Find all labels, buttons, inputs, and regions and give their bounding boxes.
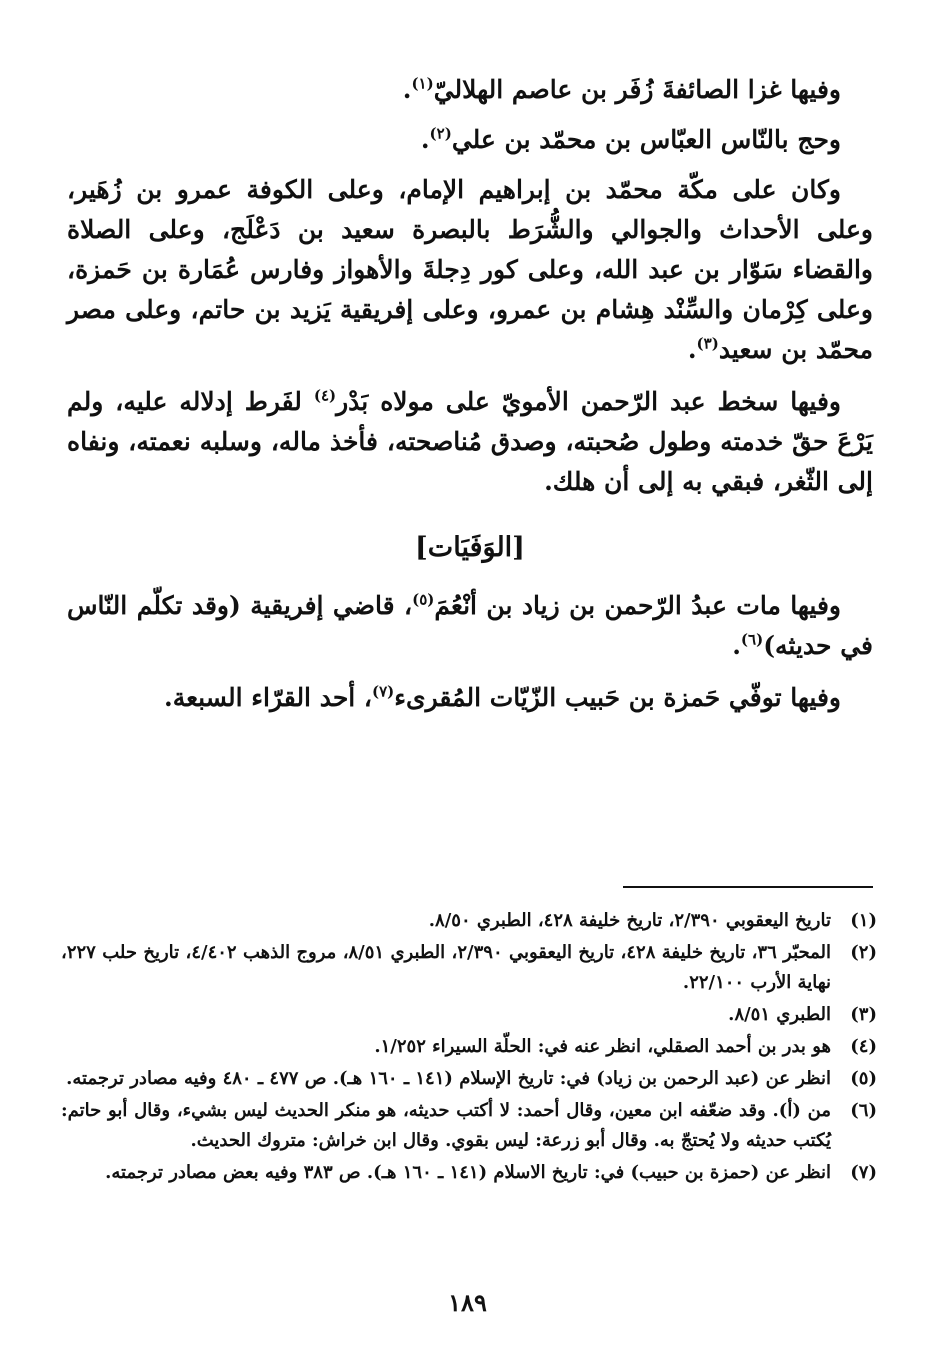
- page-number: ١٨٩: [448, 1288, 487, 1317]
- footnote-ref: (٧): [372, 682, 395, 701]
- footnote-text: هو بدر بن أحمد الصقلي، انظر عنه في: الحلّة السيراء ١/٢٥٢.: [374, 1036, 831, 1057]
- paragraph-text: وحج بالنّاس العبّاس بن محمّد بن علي: [451, 125, 841, 154]
- footnote-ref: (٢): [429, 124, 452, 143]
- paragraph-text: وفيها توفّي حَمزة بن حَبيب الزّيّات المُقرىء: [394, 683, 841, 712]
- footnote-ref: (٥): [412, 590, 435, 609]
- footnote-number: (٤): [850, 1036, 877, 1057]
- paragraph-text: ، قاضي إفريقية (وقد تكلّم النّاس في حديثه): [67, 591, 873, 660]
- footnote-number: (٦): [850, 1100, 877, 1121]
- footnote-ref: (٣): [696, 334, 719, 353]
- footnote-item: [61, 1032, 877, 1062]
- paragraph-zufar: وفيها غزا الصائفةَ زُفَر بن عاصم الهلاليّ$^{(١)}$.: [402, 74, 841, 104]
- footnote-item: [61, 1096, 877, 1156]
- footnote-number: (١): [850, 910, 877, 931]
- paragraph-hajj: وحج بالنّاس العبّاس بن محمّد بن علي$^{(٢)}$.: [420, 124, 841, 154]
- footnote-number: (٧): [850, 1162, 877, 1183]
- footnote-text: انظر عن (عبد الرحمن بن زياد) في: تاريخ الإسلام (١٤١ ـ ١٦٠ هـ). ص ٤٧٧ ـ ٤٨٠ وفيه مصادر ترجمته.: [66, 1068, 831, 1089]
- footnote-divider: [623, 886, 873, 888]
- paragraph-text: وفيها غزا الصائفةَ زُفَر بن عاصم الهلاليّ: [433, 75, 841, 104]
- paragraph-governors: وكان على مكّة محمّد بن إبراهيم الإمام، وعلى الكوفة عمرو بن زُهَير، وعلى الأحداث والجوالي والشُّرَط بالبصرة سعيد بن دَعْلَج، وعلى الصلاة والقضاء سَوّار بن عبد الله، وعلى كور دِجلةَ والأهواز وفارس عُمَارة بن حَمزة، وعلى كِرْمان والسِّنْد هِشام بن عمرو، وعلى إفريقية يَزيد بن حاتم، وعلى مصر محمّد بن سعيد$^{(٣)}$.: [67, 175, 873, 364]
- footnote-item: [61, 938, 877, 998]
- footnote-ref: (١): [411, 74, 434, 93]
- footnote-text: من (أ). وقد ضعّفه ابن معين، وقال أحمد: لا أكتب حديثه، هو منكر الحديث ليس بشيء، وقال أبو حاتم: يُكتب حديثه ولا يُحتجّ به. وقال أبو زرعة: ليس بقوي. وقال ابن خراش: متروك الحديث.: [61, 1100, 831, 1151]
- paragraph-text: وفيها سخط عبد الرّحمن الأمويّ على مولاه بَدْر: [336, 387, 841, 416]
- footnote-text: المحبّر ٣٦، تاريخ خليفة ٤٢٨، تاريخ اليعقوبي ٢/٣٩٠، الطبري ٨/٥١، مروج الذهب ٤/٤٠٢، تاريخ حلب ٢٢٧، نهاية الأرب ٢٢/١٠٠.: [61, 942, 832, 993]
- paragraph-text: ، أحد القرّاء السبعة.: [164, 683, 372, 712]
- paragraph-text: لفَرط إدلاله عليه، ولم يَرْعَ حقّ خدمته وطول صُحبته، وصدق مُناصحته، فأخذ ماله، وسلبه نعمته، ونفاه إلى الثّغر، فبقي به إلى أن هلك.: [67, 387, 873, 496]
- footnotes: [61, 906, 877, 1190]
- footnote-number: (٢): [850, 942, 877, 963]
- section-heading-deaths: [الوَفَيَات]: [415, 532, 525, 563]
- paragraph-badr: [67, 382, 873, 502]
- paragraph-text: وفيها مات عبدُ الرّحمن بن زياد بن أنْعُمَ: [434, 591, 842, 620]
- footnote-text: الطبري ٨/٥١.: [728, 1004, 831, 1025]
- footnote-item: [61, 1000, 877, 1030]
- footnote-ref: (٦): [740, 630, 764, 649]
- paragraph-text: وكان على مكّة محمّد بن إبراهيم الإمام، وعلى الكوفة عمرو بن زُهَير، وعلى الأحداث والجوالي والشُّرَط بالبصرة سعيد بن دَعْلَج، وعلى الصلاة والقضاء سَوّار بن عبد الله، وعلى كور دِجلةَ والأهواز وفارس عُمَارة بن حَمزة، وعلى كِرْمان والسِّنْد هِشام بن عمرو، وعلى إفريقية يَزيد بن حاتم، وعلى مصر محمّد بن سعيد: [67, 175, 873, 364]
- footnote-text: انظر عن (حمزة بن حبيب) في: تاريخ الاسلام (١٤١ ـ ١٦٠ هـ). ص ٣٨٣ وفيه بعض مصادر ترجمته.: [105, 1162, 831, 1183]
- footnote-item: [61, 1064, 877, 1094]
- footnote-item: [61, 1158, 877, 1188]
- footnote-ref: (٤): [313, 386, 337, 405]
- paragraph-death-abdulrahman: وفيها مات عبدُ الرّحمن بن زياد بن أنْعُمَ$^{(٥)}$، قاضي إفريقية (وقد تكلّم النّاس في حديثه)$^{(٦)}$.: [67, 590, 873, 660]
- footnote-number: (٥): [850, 1068, 877, 1089]
- main-text: [67, 70, 873, 730]
- paragraph-death-hamza: [67, 678, 873, 718]
- footnote-number: (٣): [850, 1004, 877, 1025]
- footnote-item: [61, 906, 877, 936]
- footnote-text: تاريخ اليعقوبي ٢/٣٩٠، تاريخ خليفة ٤٢٨، الطبري ٨/٥٠.: [428, 910, 831, 931]
